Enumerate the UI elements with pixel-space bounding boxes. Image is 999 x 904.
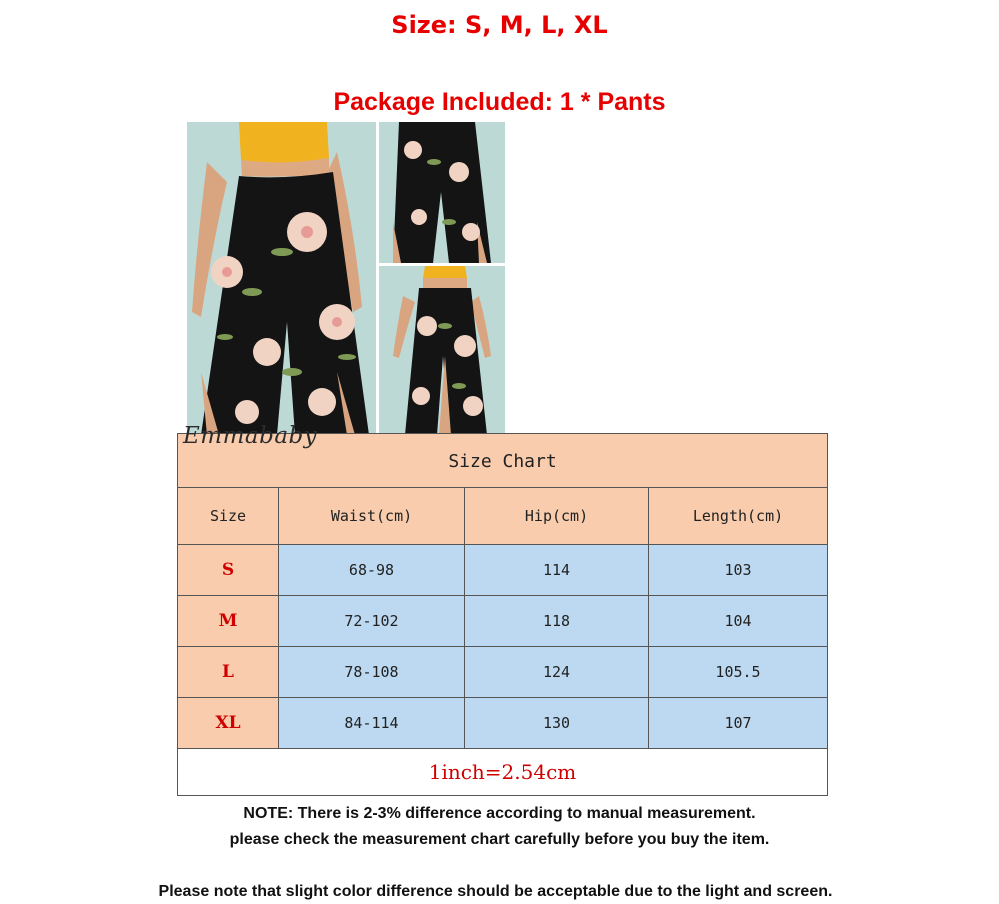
brand-logo: Emmababy [183, 423, 318, 449]
package-included-heading: Package Included: 1 * Pants [333, 88, 666, 116]
column-header-waist: Waist(cm) [278, 487, 465, 545]
waist-cell-m: 72-102 [278, 595, 465, 647]
length-cell-s: 103 [648, 544, 828, 596]
unit-conversion-note: 1inch=2.54cm [177, 748, 828, 796]
length-cell-m: 104 [648, 595, 828, 647]
product-photo-side [379, 122, 505, 263]
hip-cell-xl: 130 [464, 697, 649, 749]
size-cell-m: M [177, 595, 279, 647]
check-chart-note: please check the measurement chart carefully before you buy the item. [229, 831, 770, 848]
waist-cell-l: 78-108 [278, 646, 465, 698]
size-cell-xl: XL [177, 697, 279, 749]
size-options-heading: Size: S, M, L, XL [391, 11, 608, 39]
column-header-hip: Hip(cm) [464, 487, 649, 545]
size-cell-s: S [177, 544, 279, 596]
length-cell-l: 105.5 [648, 646, 828, 698]
color-difference-note: Please note that slight color difference should be acceptable due to the light and screen. [158, 883, 833, 900]
hip-cell-l: 124 [464, 646, 649, 698]
product-photo-front [187, 122, 376, 435]
column-header-length: Length(cm) [648, 487, 828, 545]
product-photo-back [379, 266, 505, 435]
waist-cell-s: 68-98 [278, 544, 465, 596]
hip-cell-m: 118 [464, 595, 649, 647]
length-cell-xl: 107 [648, 697, 828, 749]
note-label: NOTE: [243, 805, 294, 822]
size-cell-l: L [177, 646, 279, 698]
size-chart-title: Size Chart [177, 433, 828, 488]
hip-cell-s: 114 [464, 544, 649, 596]
measurement-note [0, 805, 999, 823]
note-text: There is 2-3% difference according to manual measurement. [293, 805, 756, 822]
waist-cell-xl: 84-114 [278, 697, 465, 749]
column-header-size: Size [177, 487, 279, 545]
